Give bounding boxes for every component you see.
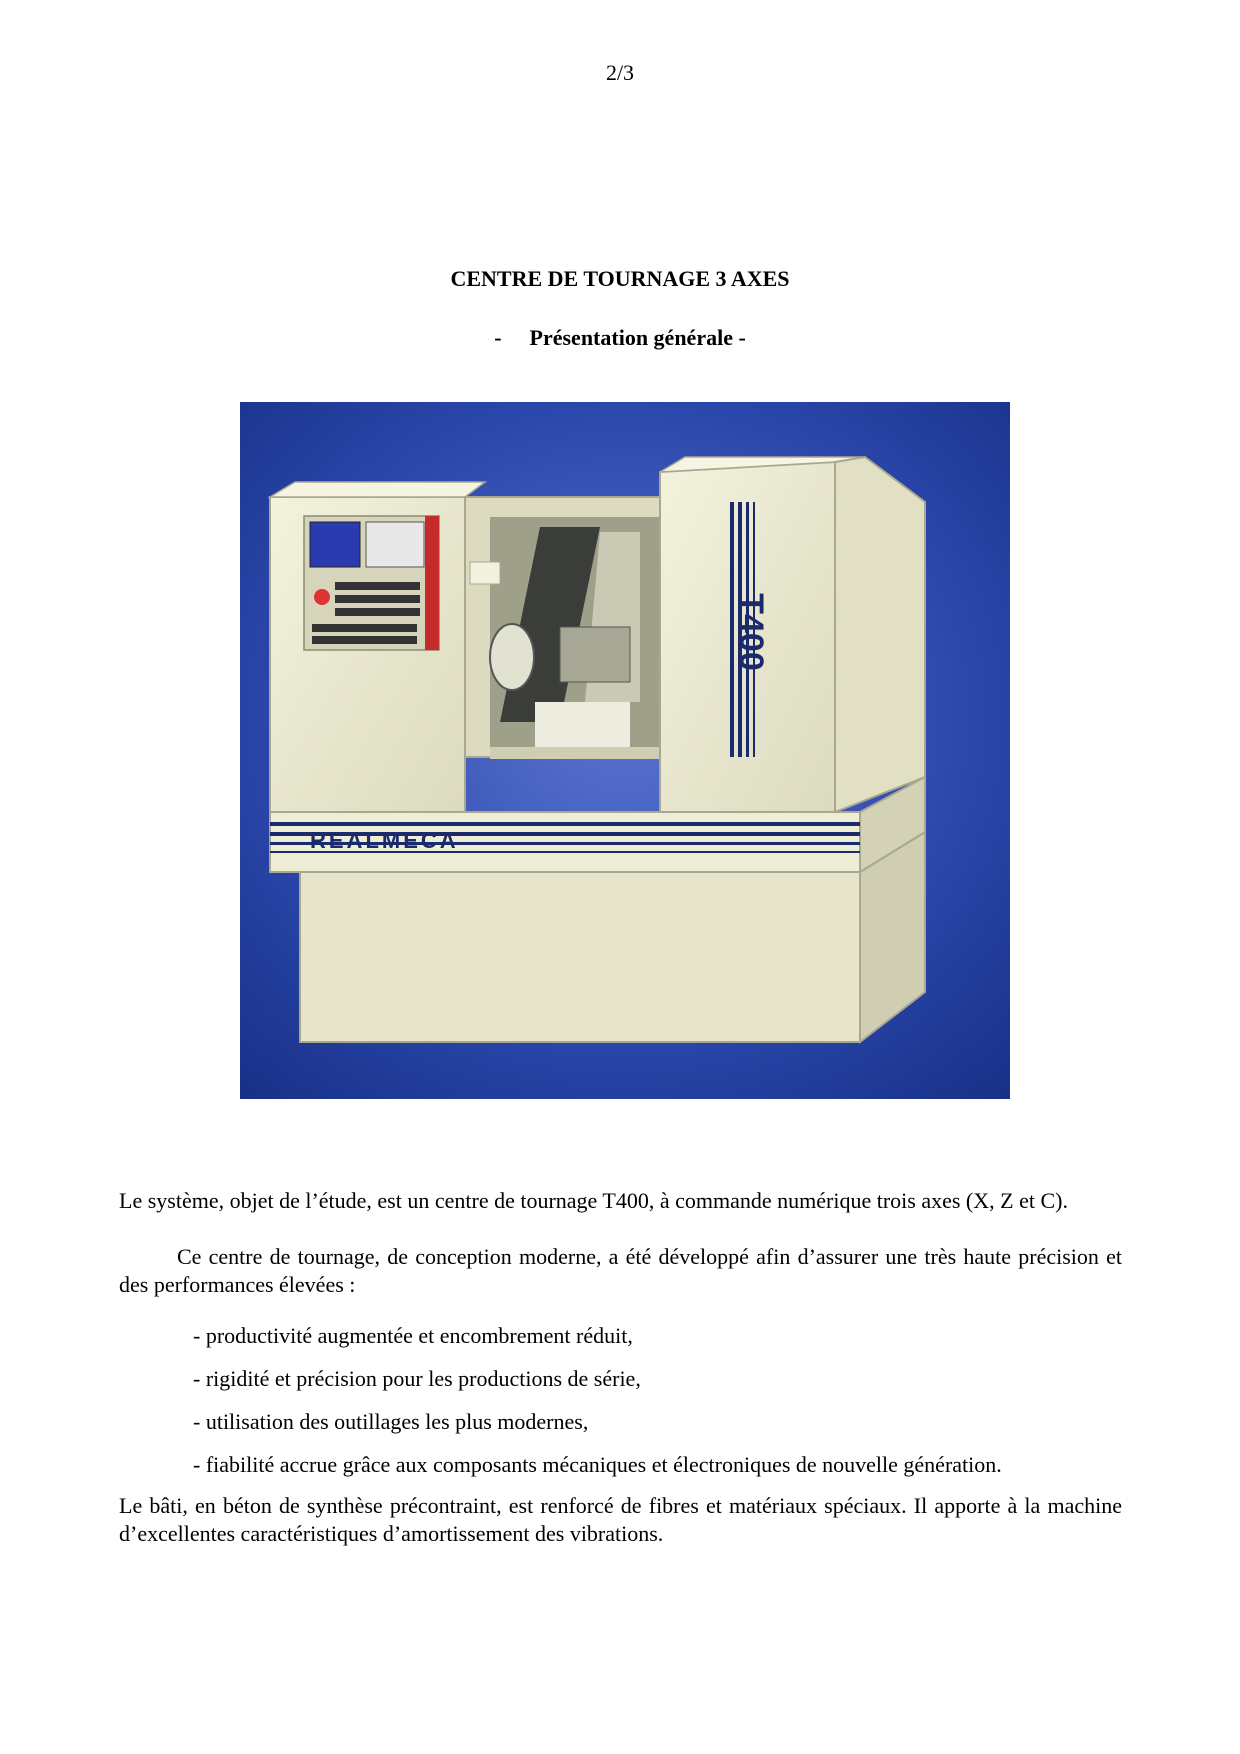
list-item: - utilisation des outillages les plus modernes, <box>193 1409 589 1434</box>
feature-list <box>193 1322 1133 1494</box>
list-item: - rigidité et précision pour les productions de série, <box>193 1366 641 1391</box>
document-title: CENTRE DE TOURNAGE 3 AXES <box>450 266 790 291</box>
subtitle-dash: - <box>494 325 502 350</box>
list-item: - productivité augmentée et encombrement réduit, <box>193 1323 633 1348</box>
description-paragraph: Ce centre de tournage, de conception moderne, a été développé afin d’assurer une très haute précision et des performances élevées : <box>119 1244 1122 1297</box>
panel-label: T400 <box>732 593 770 671</box>
subtitle-text: Présentation générale - <box>529 325 746 350</box>
document-subtitle <box>0 325 1240 351</box>
page-number: 2/3 <box>605 60 635 85</box>
brand-label: REALMECA <box>310 828 459 853</box>
closing-paragraph: Le bâti, en béton de synthèse précontraint, est renforcé de fibres et matériaux spéciaux. Il apporte à la machine d’excellentes caractéristiques d’amortissement des vibrations. <box>119 1493 1122 1546</box>
list-item: - fiabilité accrue grâce aux composants mécaniques et électroniques de nouvelle génération. <box>193 1452 1002 1477</box>
machine-photo <box>240 402 1010 1099</box>
control-panel <box>304 516 439 650</box>
chuck <box>490 624 534 690</box>
intro-paragraph: Le système, objet de l’étude, est un centre de tournage T400, à commande numérique trois axes (X, Z et C). <box>119 1188 1068 1213</box>
machine-base <box>300 872 860 1042</box>
